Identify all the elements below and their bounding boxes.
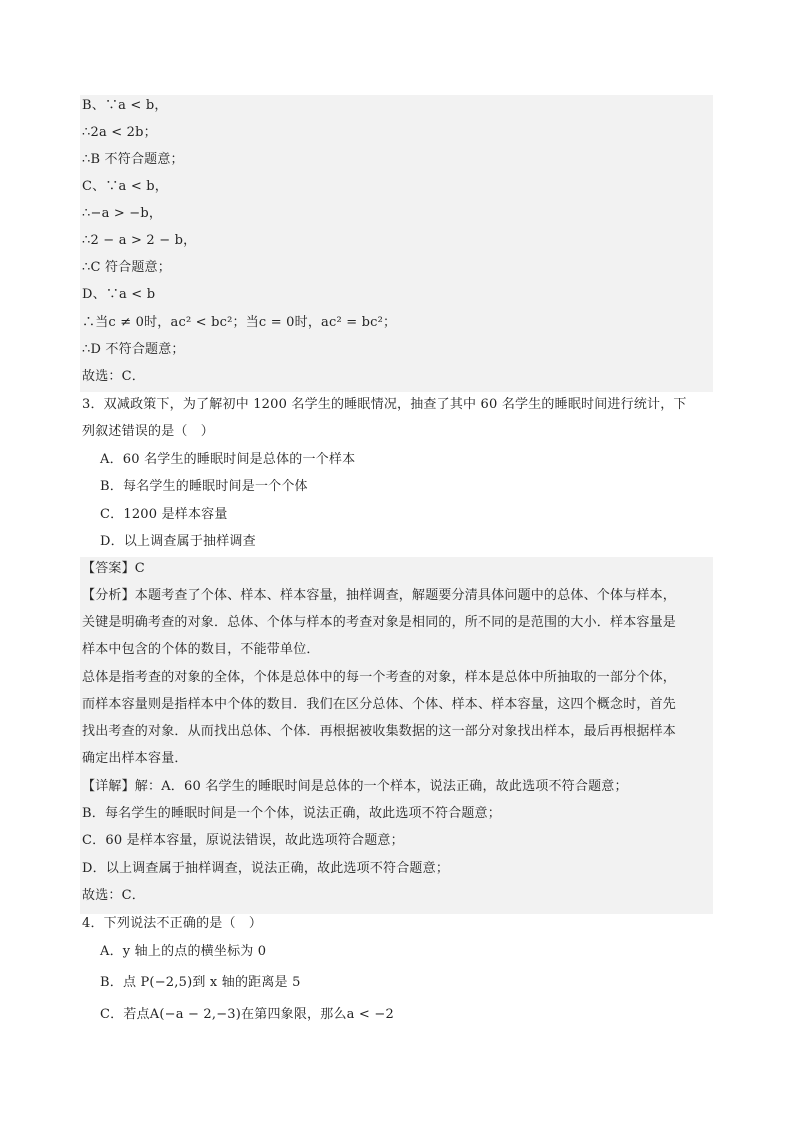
- solution-line: ∴B 不符合题意；: [82, 152, 184, 167]
- analysis-line: 样本中包含的个体的数目，不能带单位．: [82, 642, 320, 657]
- detail-line: C．60 是样本容量，原说法错误，故此选项符合题意；: [82, 833, 404, 848]
- solution-line: ∴2 − a > 2 − b，: [82, 233, 197, 248]
- question-4-option-a: A．y 轴上的点的横坐标为 0: [100, 944, 267, 959]
- solution-line: ∴2a < 2b；: [82, 125, 157, 140]
- solution-line: ∴D 不符合题意；: [82, 342, 185, 357]
- detail-line: B．每名学生的睡眠时间是一个个体，说法正确，故此选项不符合题意；: [82, 806, 501, 821]
- analysis-line: 找出考查的对象．从而找出总体、个体．再根据被收集数据的这一部分对象找出样本，最后再根据样本: [82, 724, 677, 739]
- analysis-line: 关键是明确考查的对象．总体、个体与样本的考查对象是相同的，所不同的是范围的大小．样本容量是: [82, 615, 677, 630]
- question-3-option-b: B．每名学生的睡眠时间是一个个体: [100, 479, 308, 494]
- solution-line: D、∵a < b: [82, 287, 156, 302]
- question-3-stem: 3．双减政策下，为了解初中 1200 名学生的睡眠情况，抽查了其中 60 名学生的睡眠时间进行统计，下: [82, 397, 687, 412]
- answer: 【答案】C: [82, 561, 145, 576]
- solution-line: ∴C 符合题意；: [82, 260, 171, 275]
- analysis-line: 而样本容量则是指样本中个体的数目．我们在区分总体、个体、样本、样本容量，这四个概念时，首先: [82, 697, 677, 712]
- question-3-option-a: A．60 名学生的睡眠时间是总体的一个样本: [100, 452, 356, 467]
- question-3-option-d: D．以上调查属于抽样调查: [100, 534, 256, 549]
- detail-line: 故选：C．: [82, 888, 145, 903]
- solution-line: B、∵a < b，: [82, 98, 168, 113]
- analysis-line: 总体是指考查的对象的全体，个体是总体中的每一个考查的对象，样本是总体中所抽取的一部分个体，: [82, 670, 677, 685]
- question-3-option-c: C．1200 是样本容量: [100, 507, 228, 522]
- question-4-option-b: B．点 P(−2,5)到 x 轴的距离是 5: [100, 975, 301, 990]
- detail-line: D．以上调查属于抽样调查，说法正确，故此选项不符合题意；: [82, 861, 450, 876]
- question-4-stem: 4．下列说法不正确的是（ ）: [82, 916, 263, 931]
- question-4-option-c: C．若点A(−a − 2,−3)在第四象限，那么a < −2: [100, 1007, 394, 1022]
- analysis-line: 【分析】本题考查了个体、样本、样本容量，抽样调查，解题要分清具体问题中的总体、个体与样本，: [82, 588, 677, 603]
- question-3-stem: 列叙述错误的是（ ）: [82, 424, 215, 439]
- solution-line: C、∵a < b，: [82, 179, 168, 194]
- solution-line: ∴−a > −b，: [82, 206, 163, 221]
- analysis-line: 确定出样本容量．: [82, 751, 188, 766]
- solution-line: 故选：C．: [82, 369, 145, 384]
- detail-line: 【详解】解：A．60 名学生的睡眠时间是总体的一个样本，说法正确，故此选项不符合题意；: [82, 779, 628, 794]
- solution-line: ∴当c ≠ 0时，ac² < bc²；当c = 0时，ac² = bc²；: [82, 315, 397, 330]
